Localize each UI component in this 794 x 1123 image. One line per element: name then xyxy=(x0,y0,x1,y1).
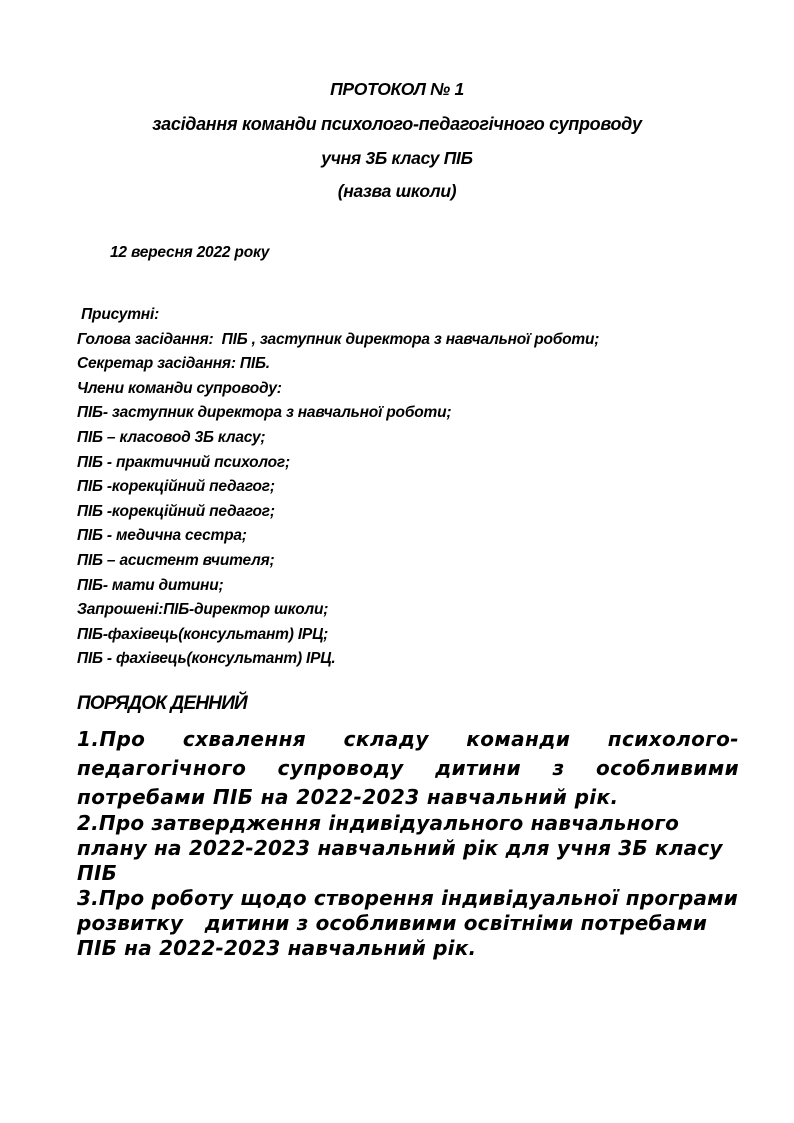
attendee-line: Голова засідання: ПІБ , заступник директора з навчальної роботи; xyxy=(77,330,600,348)
protocol-subtitle: засідання команди психолого-педагогічного супроводу xyxy=(152,114,642,134)
attendee-line: Секретар засідання: ПІБ. xyxy=(77,355,270,373)
attendee-line: ПІБ - медична сестра; xyxy=(77,527,247,545)
protocol-student: учня 3Б класу ПІБ xyxy=(321,148,473,168)
attendee-line: ПІБ -корекційний педагог; xyxy=(77,502,275,520)
attendee-line: ПІБ- мати дитини; xyxy=(77,576,224,594)
attendee-line: ПІБ- заступник директора з навчальної роботи; xyxy=(77,404,452,422)
meeting-date: 12 вересня 2022 року xyxy=(110,244,270,261)
attendee-line: ПІБ - практичний психолог; xyxy=(77,453,290,471)
attendee-line: ПІБ – класовод 3Б класу; xyxy=(77,428,266,446)
protocol-title: ПРОТОКОЛ № 1 xyxy=(330,79,464,99)
agenda-item-3: 3.Про роботу щодо створення індивідуальної програми розвитку дитини з особливими освітніми потребами ПІБ на 2022-2023 навчальний рік. xyxy=(77,886,746,960)
attendee-line: ПІБ – асистент вчителя; xyxy=(77,551,275,569)
attendee-line: ПІБ-фахівець(консультант) ІРЦ; xyxy=(77,625,329,643)
attendees-label: Присутні: xyxy=(77,306,160,323)
school-name: (назва школи) xyxy=(337,181,457,201)
agenda-item-2: 2.Про затвердження індивідуального навчального плану на 2022-2023 навчальний рік для учня 3Б класу ПІБ xyxy=(77,811,723,885)
attendee-line: ПІБ -корекційний педагог; xyxy=(77,478,275,496)
attendees-list xyxy=(77,303,599,672)
attendee-line: Члени команди супроводу: xyxy=(77,379,282,397)
attendee-line: Запрошені:ПІБ-директор школи; xyxy=(77,601,329,619)
agenda-title: ПОРЯДОК ДЕННИЙ xyxy=(77,693,247,714)
attendee-line: ПІБ - фахівець(консультант) ІРЦ. xyxy=(77,650,336,668)
agenda-item-1: 1.Про схвалення складу команди психолого-педагогічного супроводу дитини з особливими потребами ПІБ на 2022-2023 навчальний рік. xyxy=(77,727,739,809)
